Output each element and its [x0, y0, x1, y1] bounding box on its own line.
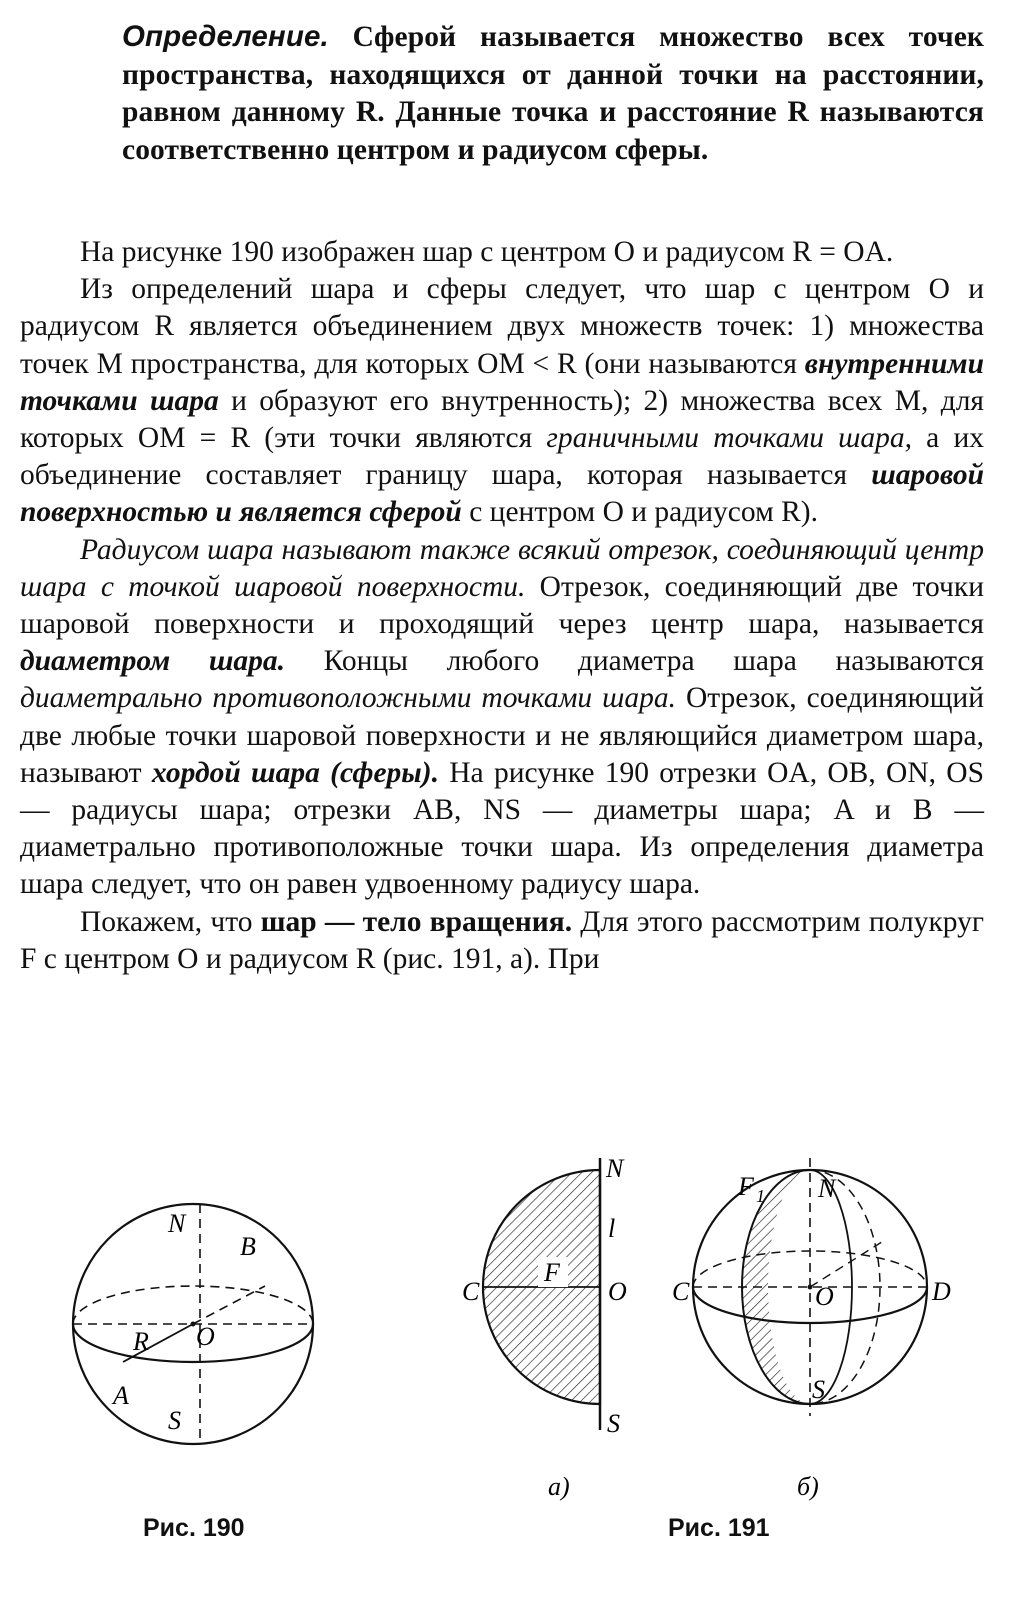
term-inner-points: внутренними точками шара [20, 347, 984, 417]
paragraph-3 [20, 532, 984, 904]
term-diameter: диаметром шара. [20, 645, 286, 678]
p2-text-c: и образуют его внутренность); 2) множества всех M, для которых OM = R (эти точки являются [20, 384, 985, 455]
fig190-label-O: O [196, 1322, 215, 1351]
fig191b-label-F: F [738, 1172, 754, 1201]
p4-text-c: Для этого рассмотрим полукруг F с центром O и радиусом R (рис. 191, а). При [20, 905, 984, 975]
p3-text-d: Концы любого диаметра шара называются [285, 645, 985, 678]
fig190-label-A: A [113, 1381, 129, 1410]
fig191b-label-F-sub: 1 [756, 1186, 765, 1206]
body-text [20, 234, 984, 978]
p3-text-h: На рисунке 190 отрезки OA, OB, ON, OS — радиусы шара; отрезки AB, NS — диаметры шара; A и B — диаметрально противоположные точки шара. Из определения диаметра шара следует, что он равен удвоенному радиусу шара. [20, 756, 985, 901]
center-O-point [191, 1322, 196, 1327]
fig191b-sublabel: б) [797, 1472, 819, 1501]
term-opposite-points: диаметрально противоположными точками шара. [20, 682, 677, 715]
fig191b-label-D: D [932, 1277, 951, 1306]
fig190-sphere [73, 1204, 313, 1444]
definition-text: Сферой называется множество всех точек пространства, находящихся от данной точки на расстоянии, равном данному R. Данные точка и расстояние R называются соответственно центром и радиусом сферы. [122, 21, 984, 166]
fig191a-label-S: S [607, 1409, 620, 1438]
fig191a-label-N: N [606, 1154, 624, 1183]
fig191a-label-C: C [462, 1277, 480, 1306]
paragraph-1-text: На рисунке 190 изображен шар с центром O и радиусом R = OA. [80, 236, 894, 268]
fig191b-sphere [672, 1158, 951, 1501]
p4-text-a: Покажем, что [80, 905, 261, 938]
term-chord: хордой шара (сферы). [151, 756, 439, 789]
fig191b-label-N: N [818, 1174, 836, 1203]
fig191b-label-C: C [672, 1277, 690, 1306]
term-ball-surface: шаровой поверхностью и является сферой [20, 459, 984, 529]
radius-OB [193, 1286, 265, 1324]
p3-text-b: Отрезок, соединяющий две точки шаровой поверхности и проходящий через центр шара, называется [20, 570, 984, 641]
definition-label: Определение. [122, 20, 329, 53]
figures-area [0, 1140, 1029, 1600]
fig191-caption: Рис. 191 [668, 1514, 770, 1542]
p2-text-g: с центром O и радиусом R). [461, 496, 819, 529]
term-radius-definition: Радиусом шара называют также всякий отрезок, соединяющий центр шара с точкой шаровой поверхности. [20, 533, 984, 603]
fig190-label-B: B [240, 1232, 256, 1261]
p2-text-e: а их объединение составляет границу шара, которая называется [20, 422, 984, 492]
p2-text-a: Из определений шара и сферы следует, что шар с центром O и радиусом R является объединением двух множеств точек: 1) множества точек M пространства, для которых OM < R (они называются [20, 273, 984, 380]
fig191b-label-O: O [815, 1282, 834, 1311]
fig191a-semicircle [462, 1154, 627, 1501]
paragraph-2 [20, 271, 984, 531]
paragraph-1 [20, 234, 984, 271]
term-boundary-points: граничными точками шара, [546, 422, 913, 455]
fig190-label-S: S [168, 1406, 181, 1435]
equator-back [73, 1286, 313, 1324]
fig191a-sublabel: а) [548, 1472, 570, 1501]
paragraph-4 [20, 904, 984, 978]
fig191a-label-l: l [608, 1214, 616, 1243]
sphere-b-equator-front [693, 1287, 927, 1323]
fig191a-label-F: F [544, 1258, 560, 1287]
fig190-label-R: R [133, 1327, 149, 1356]
fig190-label-N: N [168, 1209, 186, 1238]
center-O-b-point [808, 1285, 813, 1290]
fig191a-label-O: O [608, 1277, 627, 1306]
dashed-radius-b [810, 1240, 885, 1287]
p3-text-f: Отрезок, соединяющий две любые точки шаровой поверхности и не являющийся диаметром шара, называют [20, 682, 984, 789]
definition-block [122, 18, 984, 169]
fig191b-label-S: S [812, 1375, 825, 1404]
equator-front [73, 1324, 313, 1362]
fig190-caption: Рис. 190 [143, 1514, 245, 1542]
term-solid-of-revolution: шар — тело вращения. [260, 905, 573, 938]
